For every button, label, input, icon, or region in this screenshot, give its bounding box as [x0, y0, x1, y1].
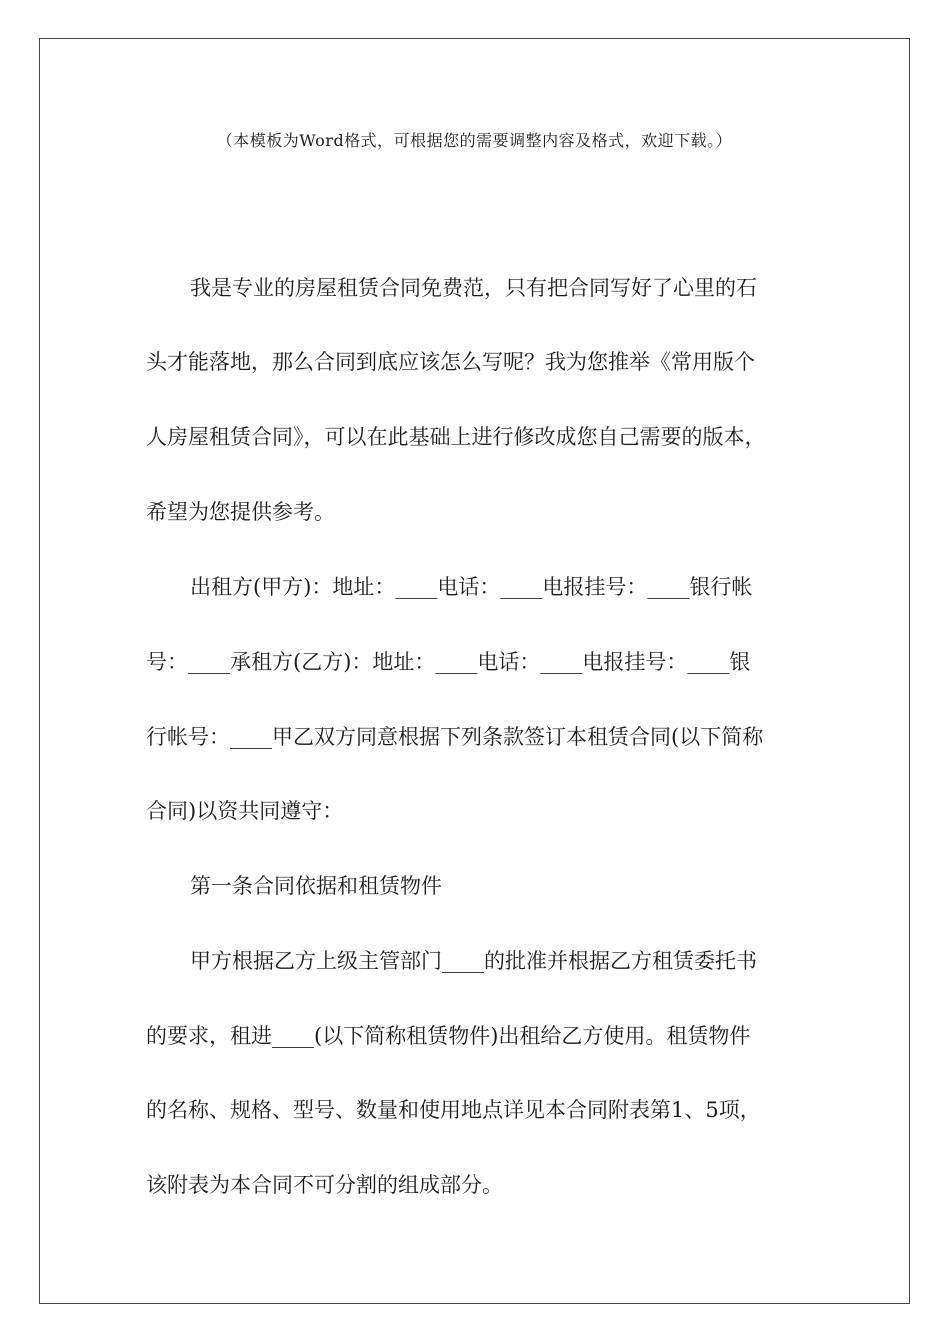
body-line: 我是专业的房屋租赁合同免费范，只有把合同写好了心里的石 — [190, 276, 757, 300]
body-line: 希望为您提供参考。 — [146, 500, 335, 524]
body-line: 的要求，租进____(以下简称租赁物件)出租给乙方使用。租赁物件 — [146, 1024, 751, 1048]
body-line: 合同)以资共同遵守： — [146, 799, 344, 823]
body-line: 人房屋租赁合同》，可以在此基础上进行修改成您自己需要的版本， — [146, 425, 766, 449]
body-line: 出租方(甲方)：地址：____电话：____电报挂号：____银行帐 — [190, 575, 753, 599]
body-line: 头才能落地，那么合同到底应该怎么写呢？我为您推举《常用版个 — [146, 350, 755, 374]
section-heading: 第一条合同依据和租赁物件 — [190, 874, 442, 898]
body-line: 号：____承租方(乙方)：地址：____电话：____电报挂号：____银 — [146, 650, 751, 674]
body-line: 的名称、规格、型号、数量和使用地点详见本合同附表第1、5项， — [146, 1098, 761, 1122]
body-line: 该附表为本合同不可分割的组成部分。 — [146, 1173, 503, 1197]
template-note: （本模板为Word格式，可根据您的需要调整内容及格式，欢迎下载。） — [216, 131, 733, 150]
body-line: 甲方根据乙方上级主管部门____的批准并根据乙方租赁委托书 — [190, 949, 757, 973]
body-line: 行帐号：____甲乙双方同意根据下列条款签订本租赁合同(以下简称 — [146, 725, 764, 749]
